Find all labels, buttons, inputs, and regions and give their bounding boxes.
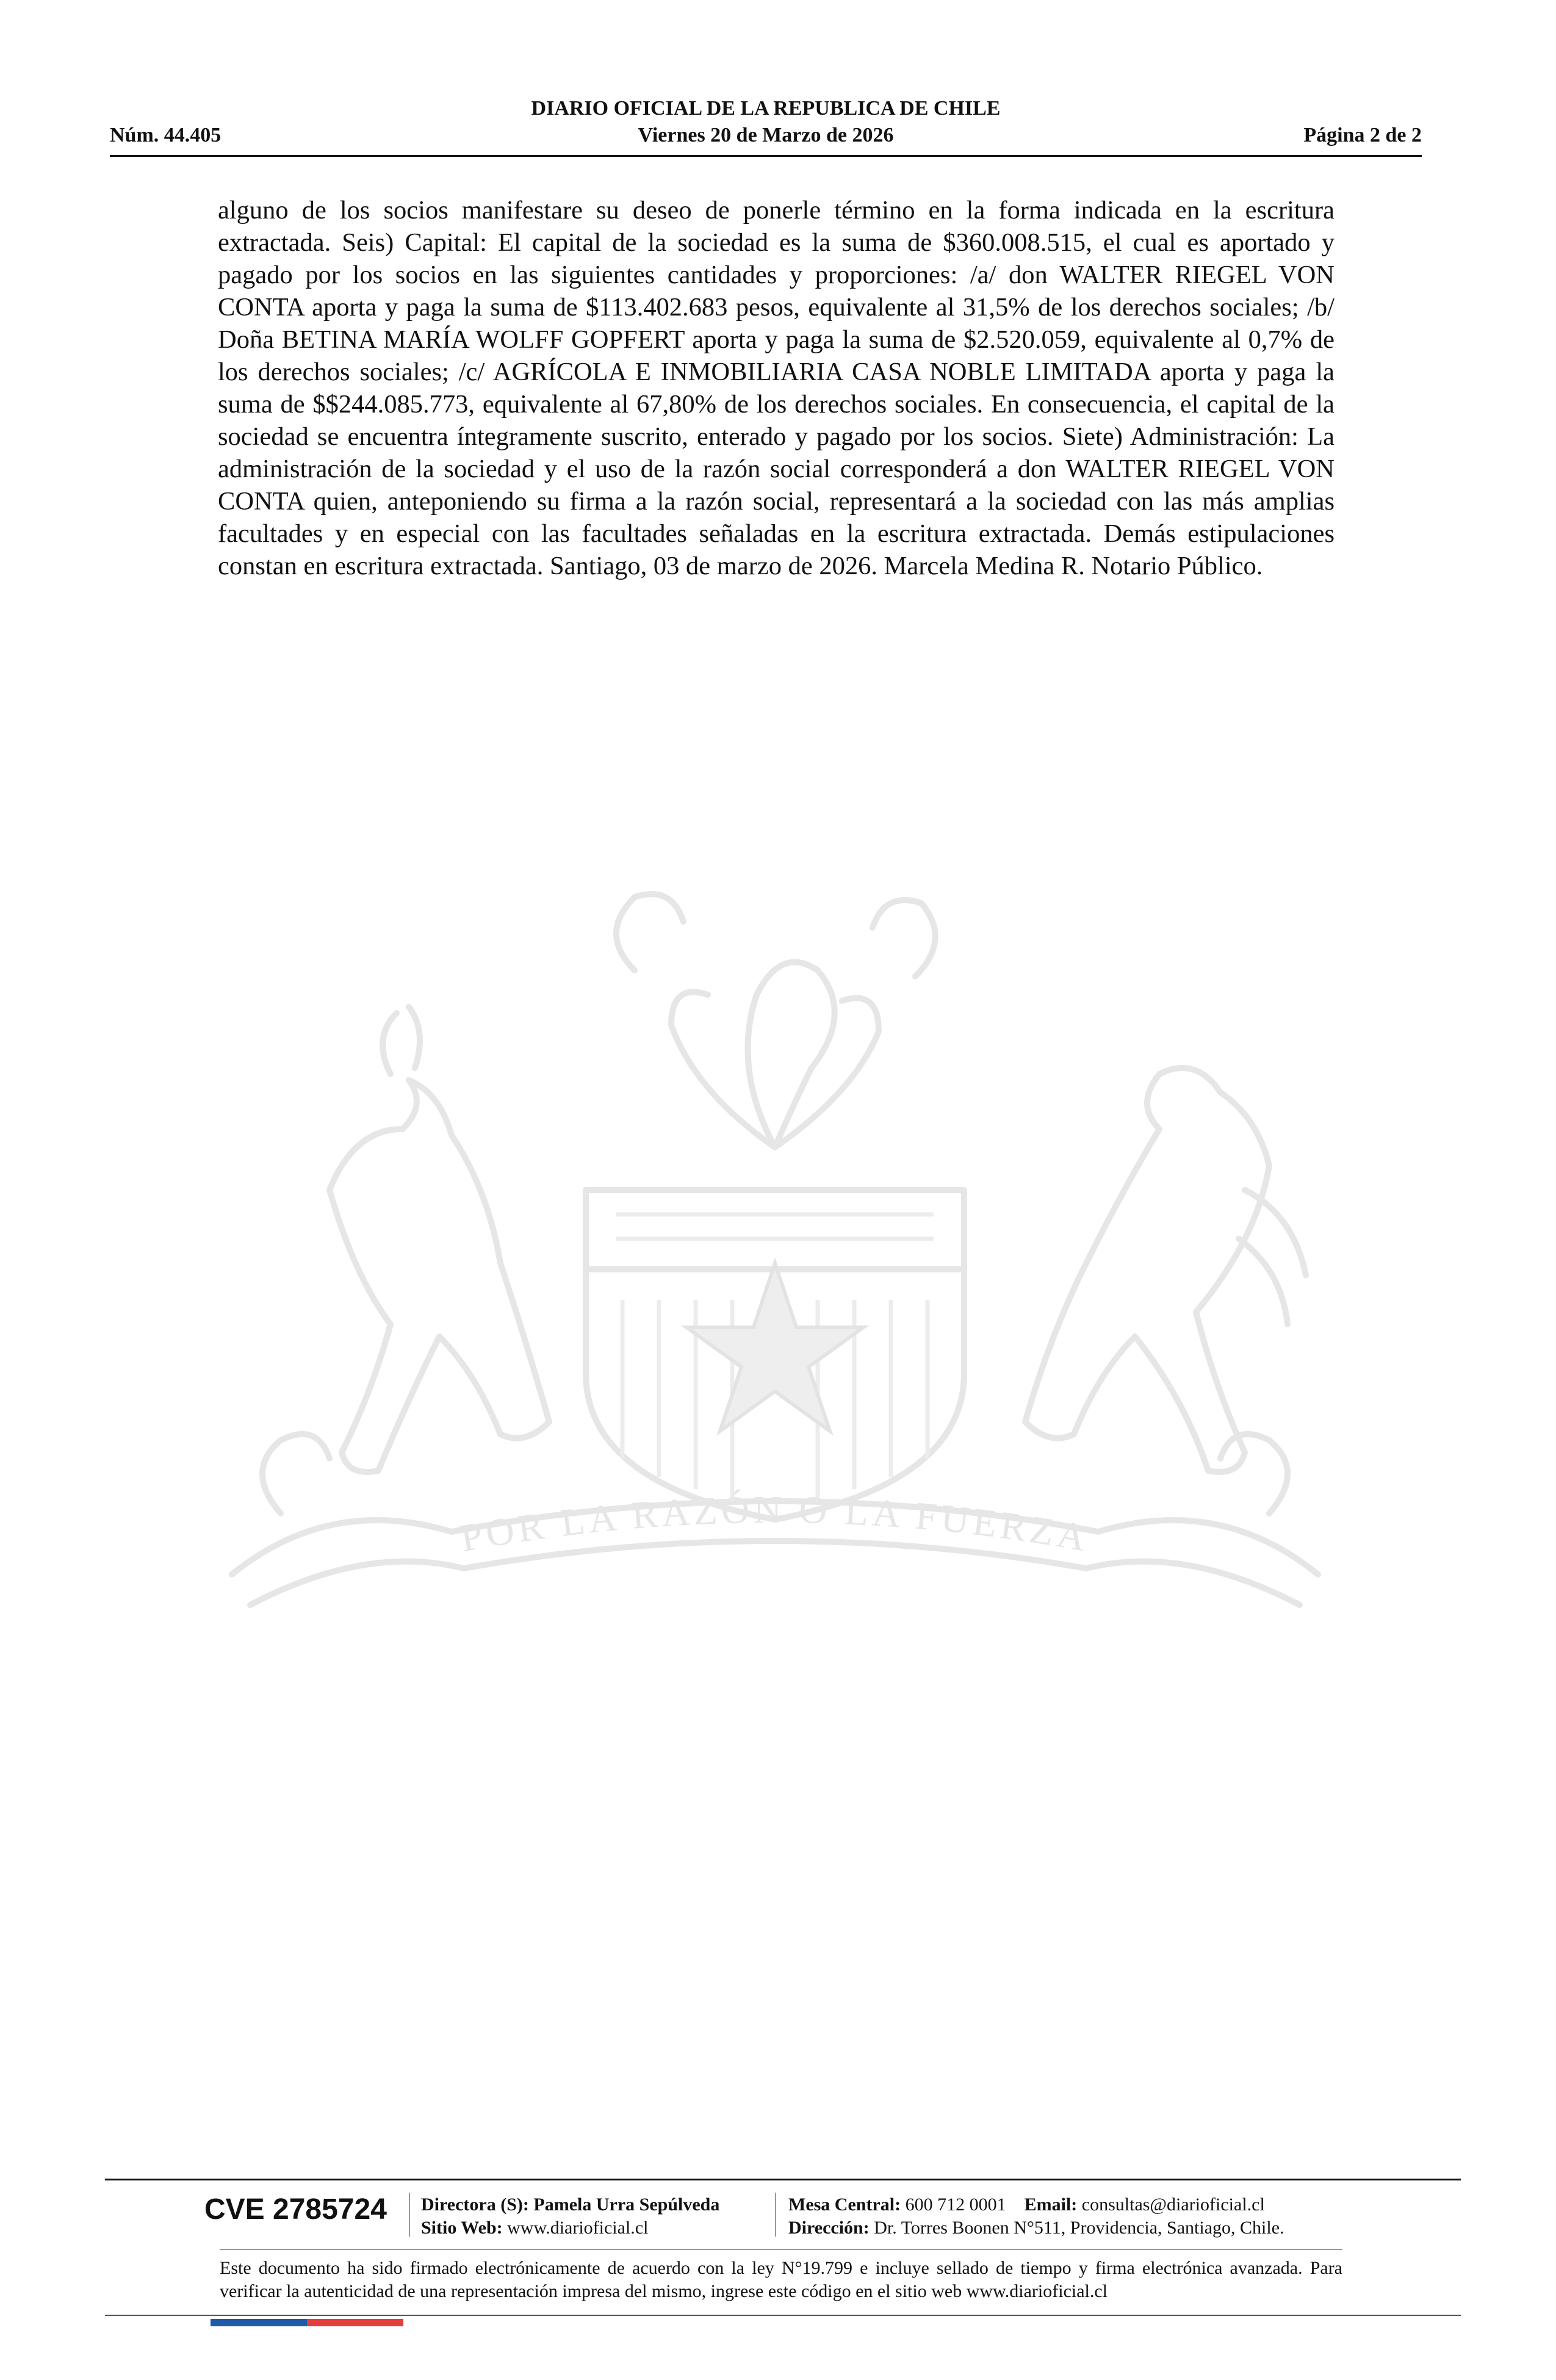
website-label: Sitio Web: [421, 2218, 503, 2238]
footer-contact-left [421, 2193, 719, 2240]
website-link[interactable]: www.diarioficial.cl [507, 2218, 649, 2238]
cve-code: CVE 2785724 [204, 2193, 387, 2226]
director-label: Directora (S): [421, 2194, 529, 2215]
flag-bar-red [307, 2319, 403, 2326]
flag-bar-blue [211, 2319, 307, 2326]
email-link[interactable]: consultas@diarioficial.cl [1081, 2194, 1265, 2215]
chile-coat-of-arms-icon [207, 873, 1342, 1666]
issue-number: Núm. 44.405 [110, 124, 222, 146]
phone-value: 600 712 0001 [905, 2194, 1006, 2215]
address-value: Dr. Torres Boonen N°511, Providencia, Santiago, Chile. [874, 2218, 1284, 2238]
motto-text: POR LA RAZÓN O LA FUERZA [457, 1487, 1093, 1560]
header-divider [110, 155, 1422, 157]
footer-contact-right [788, 2193, 1284, 2240]
footer-divider-top [105, 2179, 1461, 2180]
extract-body-text: alguno de los socios manifestare su deseo de ponerle término en la forma indicada en la escritura extractada. Seis) Capital: El capital de la sociedad es la suma de $360.008.515, el cual es aportado y pagado por los socios en las siguientes cantidades y proporciones: /a/ don WALTER RIEGEL VON CONTA aporta y paga la suma de $113.402.683 pesos, equivalente al 31,5% de los derechos sociales; /b/ Doña BETINA MARÍA WOLFF GOPFERT aporta y paga la suma de $2.520.059, equivalente al 0,7% de los derechos sociales; /c/ AGRÍCOLA E INMOBILIARIA CASA NOBLE LIMITADA aporta y paga la suma de $$244.085.773, equivalente al 67,80% de los derechos sociales. En consecuencia, el capital de la sociedad se encuentra íntegramente suscrito, enterado y pagado por los socios. Siete) Administración: La administración de la sociedad y el uso de la razón social corresponderá a don WALTER RIEGEL VON CONTA quien, anteponiendo su firma a la razón social, representará a la sociedad con las más amplias facultades y en especial con las facultades señaladas en la escritura extractada. Demás estipulaciones constan en escritura extractada. Santiago, 03 de marzo de 2026. Marcela Medina R. Notario Público. [218, 196, 1334, 580]
footer-divider-mid [220, 2249, 1342, 2250]
signature-notice: Este documento ha sido firmado electrónicamente de acuerdo con la ley N°19.799 e incluye sellado de tiempo y firma electrónica avanzada. Para verificar la autenticidad de una representación impresa del mismo, ingrese este código en el sitio web www.diarioficial.cl [220, 2258, 1342, 2301]
footer-separator [409, 2193, 410, 2237]
phone-label: Mesa Central: [788, 2194, 901, 2215]
page-header [110, 96, 1422, 157]
director-name: Pamela Urra Sepúlveda [533, 2194, 720, 2215]
address-label: Dirección: [788, 2218, 870, 2238]
email-label: Email: [1024, 2194, 1078, 2215]
svg-text:POR LA RAZÓN O LA FUERZA [457, 1488, 1093, 1560]
footer-divider-bottom [105, 2315, 1461, 2316]
page-number: Página 2 de 2 [1303, 124, 1422, 146]
footer-separator [775, 2193, 776, 2237]
newspaper-title: DIARIO OFICIAL DE LA REPUBLICA DE CHILE [531, 97, 1001, 120]
issue-date: Viernes 20 de Marzo de 2026 [638, 124, 894, 146]
